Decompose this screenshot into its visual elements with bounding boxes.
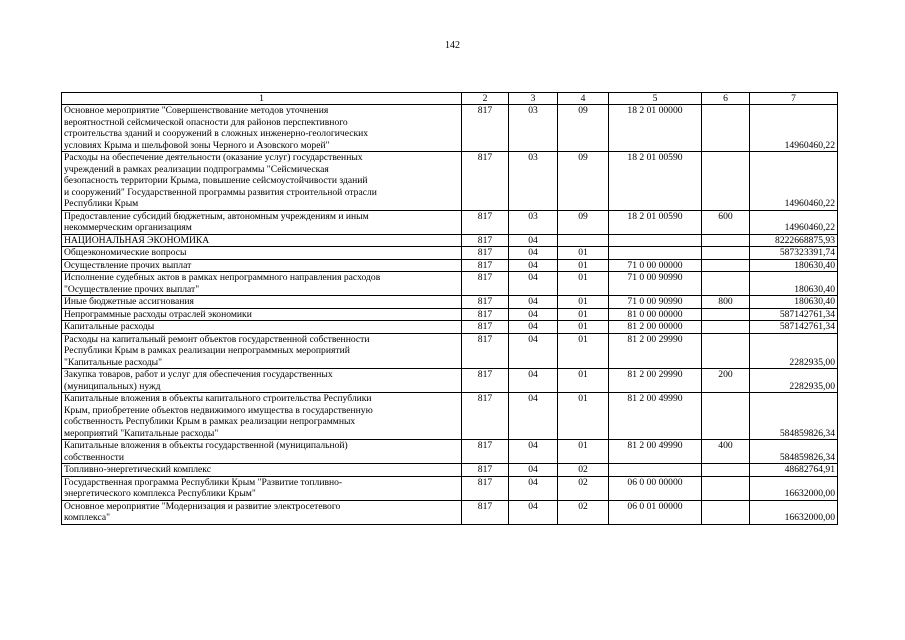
table-row [62, 464, 838, 477]
subsection-code-cell: 09 [558, 152, 609, 211]
expense-type-cell [702, 152, 750, 211]
section-code-cell: 04 [509, 308, 558, 321]
expense-name-cell: Закупка товаров, работ и услуг для обеспечения государственных (муниципальных) нужд [62, 369, 462, 393]
expense-name-cell: Расходы на обеспечение деятельности (оказание услуг) государственных учреждений в рамках реализации подпрограммы "Сейсмическая безопасность территории Крыма, повышение сейсмоустойчивости зданий и сооружений" Государственной программы развития строительной отрасли Республики Крым [62, 152, 462, 211]
section-code-cell: 04 [509, 296, 558, 309]
ministry-code-cell: 817 [462, 296, 509, 309]
target-article-cell: 81 2 00 29990 [609, 369, 702, 393]
expense-type-cell: 600 [702, 210, 750, 234]
expense-name-cell: Основное мероприятие "Совершенствование методов уточнения вероятностной сейсмической опасности для районов перспективного строительства зданий и сооружений в сложных инженерно-геологических условиях Крыма и шельфовой зоны Черного и Азовского морей" [62, 105, 462, 152]
expense-name-cell: Государственная программа Республики Крым "Развитие топливно- энергетического комплекса Республики Крым" [62, 476, 462, 500]
expense-type-cell [702, 272, 750, 296]
expense-name-cell: Непрограммные расходы отраслей экономики [62, 308, 462, 321]
target-article-cell [609, 464, 702, 477]
expense-name-cell: Исполнение судебных актов в рамках непрограммного направления расходов "Осуществление прочих выплат" [62, 272, 462, 296]
expense-type-cell [702, 464, 750, 477]
section-code-cell: 04 [509, 234, 558, 247]
column-header: 3 [509, 93, 558, 105]
expense-type-cell [702, 500, 750, 524]
section-code-cell: 04 [509, 272, 558, 296]
expense-type-cell [702, 234, 750, 247]
budget-table [61, 92, 838, 525]
section-code-cell: 03 [509, 152, 558, 211]
target-article-cell: 18 2 01 00590 [609, 210, 702, 234]
target-article-cell: 81 2 00 00000 [609, 321, 702, 334]
ministry-code-cell: 817 [462, 234, 509, 247]
expense-name-cell: Капитальные расходы [62, 321, 462, 334]
table-row [62, 105, 838, 152]
amount-cell: 14960460,22 [750, 210, 838, 234]
ministry-code-cell: 817 [462, 272, 509, 296]
subsection-code-cell: 09 [558, 105, 609, 152]
table-row [62, 308, 838, 321]
ministry-code-cell: 817 [462, 440, 509, 464]
expense-name-cell: НАЦИОНАЛЬНАЯ ЭКОНОМИКА [62, 234, 462, 247]
table-row [62, 259, 838, 272]
ministry-code-cell: 817 [462, 308, 509, 321]
target-article-cell: 81 0 00 00000 [609, 308, 702, 321]
subsection-code-cell: 09 [558, 210, 609, 234]
ministry-code-cell: 817 [462, 152, 509, 211]
target-article-cell: 71 0 00 90990 [609, 296, 702, 309]
amount-cell: 584859826,34 [750, 393, 838, 440]
amount-cell: 14960460,22 [750, 105, 838, 152]
table-row [62, 296, 838, 309]
section-code-cell: 03 [509, 105, 558, 152]
subsection-code-cell: 01 [558, 333, 609, 369]
table-row [62, 476, 838, 500]
table-row [62, 500, 838, 524]
expense-name-cell: Иные бюджетные ассигнования [62, 296, 462, 309]
subsection-code-cell: 01 [558, 296, 609, 309]
column-header-row [62, 93, 838, 105]
expense-type-cell [702, 476, 750, 500]
target-article-cell: 81 2 00 29990 [609, 333, 702, 369]
table-row [62, 152, 838, 211]
table-row [62, 393, 838, 440]
expense-type-cell: 200 [702, 369, 750, 393]
ministry-code-cell: 817 [462, 247, 509, 260]
expense-name-cell: Осуществление прочих выплат [62, 259, 462, 272]
expense-type-cell: 800 [702, 296, 750, 309]
amount-cell: 180630,40 [750, 259, 838, 272]
column-header: 1 [62, 93, 462, 105]
table-row [62, 333, 838, 369]
subsection-code-cell [558, 234, 609, 247]
expense-name-cell: Основное мероприятие "Модернизация и развитие электросетевого комплекса" [62, 500, 462, 524]
column-header: 5 [609, 93, 702, 105]
expense-name-cell: Предоставление субсидий бюджетным, автономным учреждениям и иным некоммерческим организациям [62, 210, 462, 234]
expense-type-cell: 400 [702, 440, 750, 464]
page-number: 142 [445, 40, 460, 51]
subsection-code-cell: 01 [558, 393, 609, 440]
expense-type-cell [702, 333, 750, 369]
target-article-cell: 18 2 01 00590 [609, 152, 702, 211]
ministry-code-cell: 817 [462, 464, 509, 477]
target-article-cell [609, 234, 702, 247]
amount-cell: 587323391,74 [750, 247, 838, 260]
subsection-code-cell: 01 [558, 321, 609, 334]
table-row [62, 369, 838, 393]
target-article-cell: 81 2 00 49990 [609, 440, 702, 464]
section-code-cell: 04 [509, 500, 558, 524]
expense-type-cell [702, 393, 750, 440]
section-code-cell: 04 [509, 440, 558, 464]
expense-name-cell: Общеэкономические вопросы [62, 247, 462, 260]
subsection-code-cell: 01 [558, 259, 609, 272]
column-header: 4 [558, 93, 609, 105]
section-code-cell: 04 [509, 369, 558, 393]
table-row [62, 272, 838, 296]
subsection-code-cell: 01 [558, 247, 609, 260]
subsection-code-cell: 01 [558, 272, 609, 296]
section-code-cell: 04 [509, 476, 558, 500]
table-row [62, 234, 838, 247]
ministry-code-cell: 817 [462, 500, 509, 524]
amount-cell: 2282935,00 [750, 369, 838, 393]
target-article-cell: 71 0 00 00000 [609, 259, 702, 272]
section-code-cell: 03 [509, 210, 558, 234]
ministry-code-cell: 817 [462, 259, 509, 272]
amount-cell: 14960460,22 [750, 152, 838, 211]
subsection-code-cell: 02 [558, 500, 609, 524]
section-code-cell: 04 [509, 333, 558, 369]
ministry-code-cell: 817 [462, 210, 509, 234]
amount-cell: 587142761,34 [750, 308, 838, 321]
amount-cell: 587142761,34 [750, 321, 838, 334]
table-row [62, 247, 838, 260]
column-header: 6 [702, 93, 750, 105]
section-code-cell: 04 [509, 321, 558, 334]
table-row [62, 210, 838, 234]
amount-cell: 48682764,91 [750, 464, 838, 477]
amount-cell: 16632000,00 [750, 500, 838, 524]
expense-type-cell [702, 321, 750, 334]
expense-name-cell: Расходы на капитальный ремонт объектов государственной собственности Республики Крым в рамках реализации непрограммных мероприятий "Капитальные расходы" [62, 333, 462, 369]
table-row [62, 440, 838, 464]
expense-type-cell [702, 105, 750, 152]
expense-type-cell [702, 259, 750, 272]
ministry-code-cell: 817 [462, 333, 509, 369]
amount-cell: 8222668875,93 [750, 234, 838, 247]
section-code-cell: 04 [509, 464, 558, 477]
expense-type-cell [702, 247, 750, 260]
table-row [62, 321, 838, 334]
amount-cell: 180630,40 [750, 296, 838, 309]
amount-cell: 16632000,00 [750, 476, 838, 500]
target-article-cell: 06 0 01 00000 [609, 500, 702, 524]
target-article-cell: 06 0 00 00000 [609, 476, 702, 500]
column-header: 2 [462, 93, 509, 105]
subsection-code-cell: 01 [558, 369, 609, 393]
amount-cell: 2282935,00 [750, 333, 838, 369]
target-article-cell: 71 0 00 90990 [609, 272, 702, 296]
subsection-code-cell: 01 [558, 440, 609, 464]
ministry-code-cell: 817 [462, 369, 509, 393]
ministry-code-cell: 817 [462, 105, 509, 152]
expense-name-cell: Капитальные вложения в объекты государственной (муниципальной) собственности [62, 440, 462, 464]
expense-name-cell: Топливно-энергетический комплекс [62, 464, 462, 477]
ministry-code-cell: 817 [462, 393, 509, 440]
section-code-cell: 04 [509, 247, 558, 260]
expense-name-cell: Капитальные вложения в объекты капитального строительства Республики Крым, приобретение объектов недвижимого имущества в государственную собственность Республики Крым в рамках реализации непрограммных мероприятий "Капитальные расходы" [62, 393, 462, 440]
target-article-cell: 81 2 00 49990 [609, 393, 702, 440]
subsection-code-cell: 02 [558, 476, 609, 500]
ministry-code-cell: 817 [462, 321, 509, 334]
section-code-cell: 04 [509, 259, 558, 272]
ministry-code-cell: 817 [462, 476, 509, 500]
target-article-cell [609, 247, 702, 260]
section-code-cell: 04 [509, 393, 558, 440]
subsection-code-cell: 02 [558, 464, 609, 477]
amount-cell: 180630,40 [750, 272, 838, 296]
column-header: 7 [750, 93, 838, 105]
target-article-cell: 18 2 01 00000 [609, 105, 702, 152]
expense-type-cell [702, 308, 750, 321]
amount-cell: 584859826,34 [750, 440, 838, 464]
subsection-code-cell: 01 [558, 308, 609, 321]
